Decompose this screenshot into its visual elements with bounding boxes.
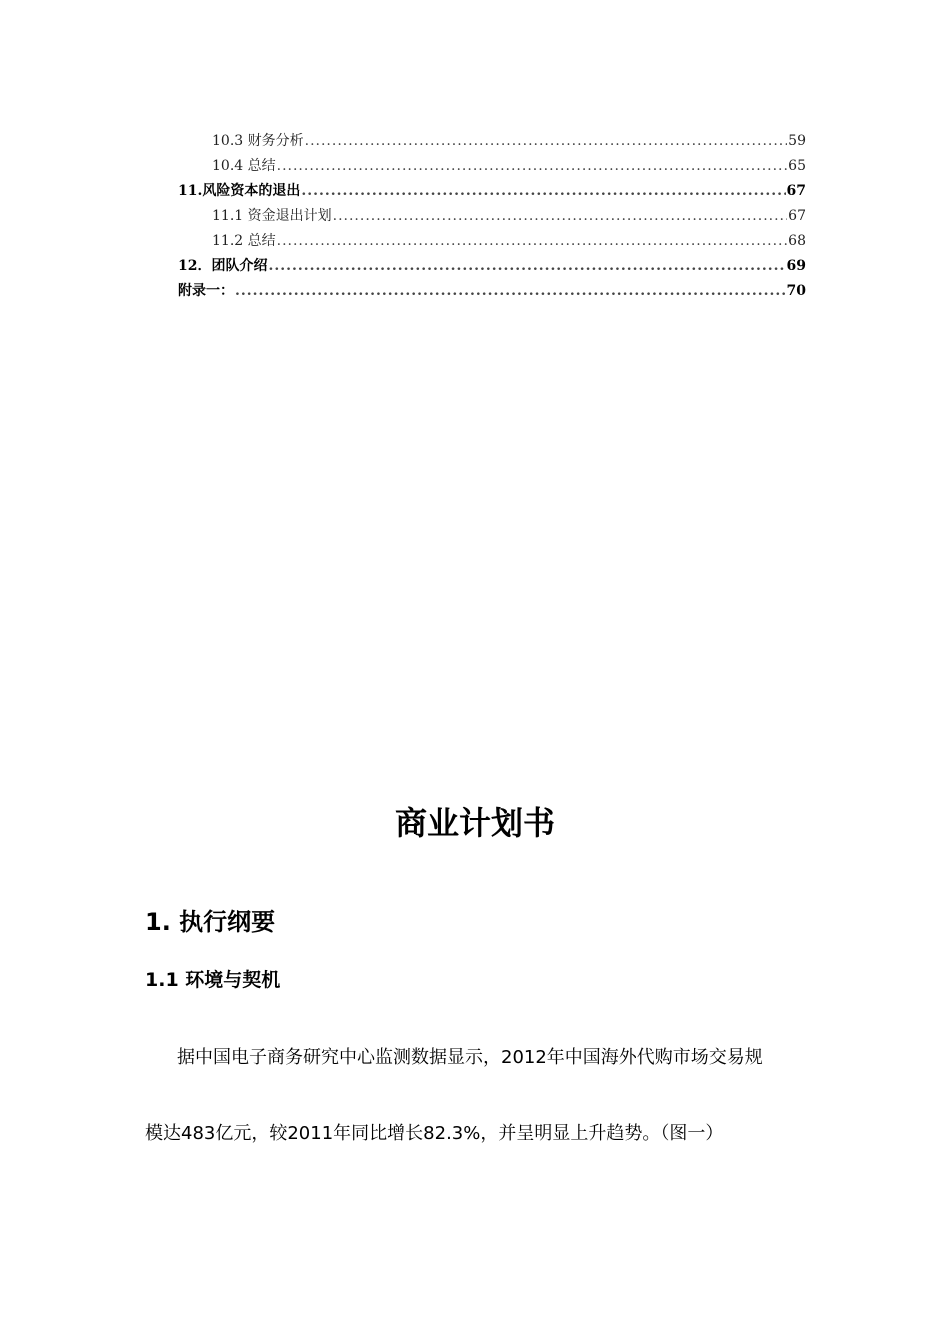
toc-entry-label: 11.1 资金退出计划 bbox=[212, 208, 332, 224]
toc-page-number: 65 bbox=[788, 158, 806, 174]
toc-dot-leader bbox=[277, 155, 788, 177]
toc-dot-leader bbox=[268, 255, 785, 277]
toc-dot-leader bbox=[333, 205, 788, 227]
toc-entry-11-1[interactable] bbox=[178, 202, 806, 227]
toc-entry-10-3[interactable] bbox=[178, 127, 806, 152]
toc-entry-label: 12．团队介绍 bbox=[178, 258, 268, 274]
toc-entry-12[interactable] bbox=[178, 252, 806, 277]
toc-dot-leader bbox=[301, 180, 785, 202]
subsection-heading: 1.1 环境与契机 bbox=[145, 969, 281, 991]
document-title: 商业计划书 bbox=[394, 804, 555, 842]
toc-entry-label: 11.2 总结 bbox=[212, 233, 276, 249]
section-heading: 1. 执行纲要 bbox=[145, 908, 276, 936]
toc-entry-appendix-1[interactable] bbox=[178, 277, 806, 302]
toc-entry-label: 10.4 总结 bbox=[212, 158, 276, 174]
toc-page-number: 70 bbox=[786, 283, 806, 299]
toc-entry-label: 10.3 财务分析 bbox=[212, 133, 304, 149]
paragraph-line: 模达483亿元，较2011年同比增长82.3%，并呈明显上升趋势。（图一） bbox=[145, 1123, 724, 1144]
toc-entry-10-4[interactable] bbox=[178, 152, 806, 177]
toc-dot-leader bbox=[235, 280, 786, 302]
toc-page-number: 68 bbox=[788, 233, 806, 249]
toc-entry-label: 附录一： bbox=[178, 283, 234, 299]
toc-entry-label: 11.风险资本的退出 bbox=[178, 183, 301, 199]
toc-page-number: 67 bbox=[786, 183, 806, 199]
toc-page-number: 67 bbox=[788, 208, 806, 224]
table-of-contents bbox=[178, 127, 806, 302]
toc-dot-leader bbox=[305, 130, 788, 152]
toc-page-number: 59 bbox=[788, 133, 806, 149]
toc-page-number: 69 bbox=[786, 258, 806, 274]
toc-entry-11[interactable] bbox=[178, 177, 806, 202]
paragraph-line: 据中国电子商务研究中心监测数据显示，2012年中国海外代购市场交易规 bbox=[177, 1047, 763, 1068]
toc-entry-11-2[interactable] bbox=[178, 227, 806, 252]
body-paragraph bbox=[145, 1040, 805, 1152]
toc-dot-leader bbox=[277, 230, 788, 252]
